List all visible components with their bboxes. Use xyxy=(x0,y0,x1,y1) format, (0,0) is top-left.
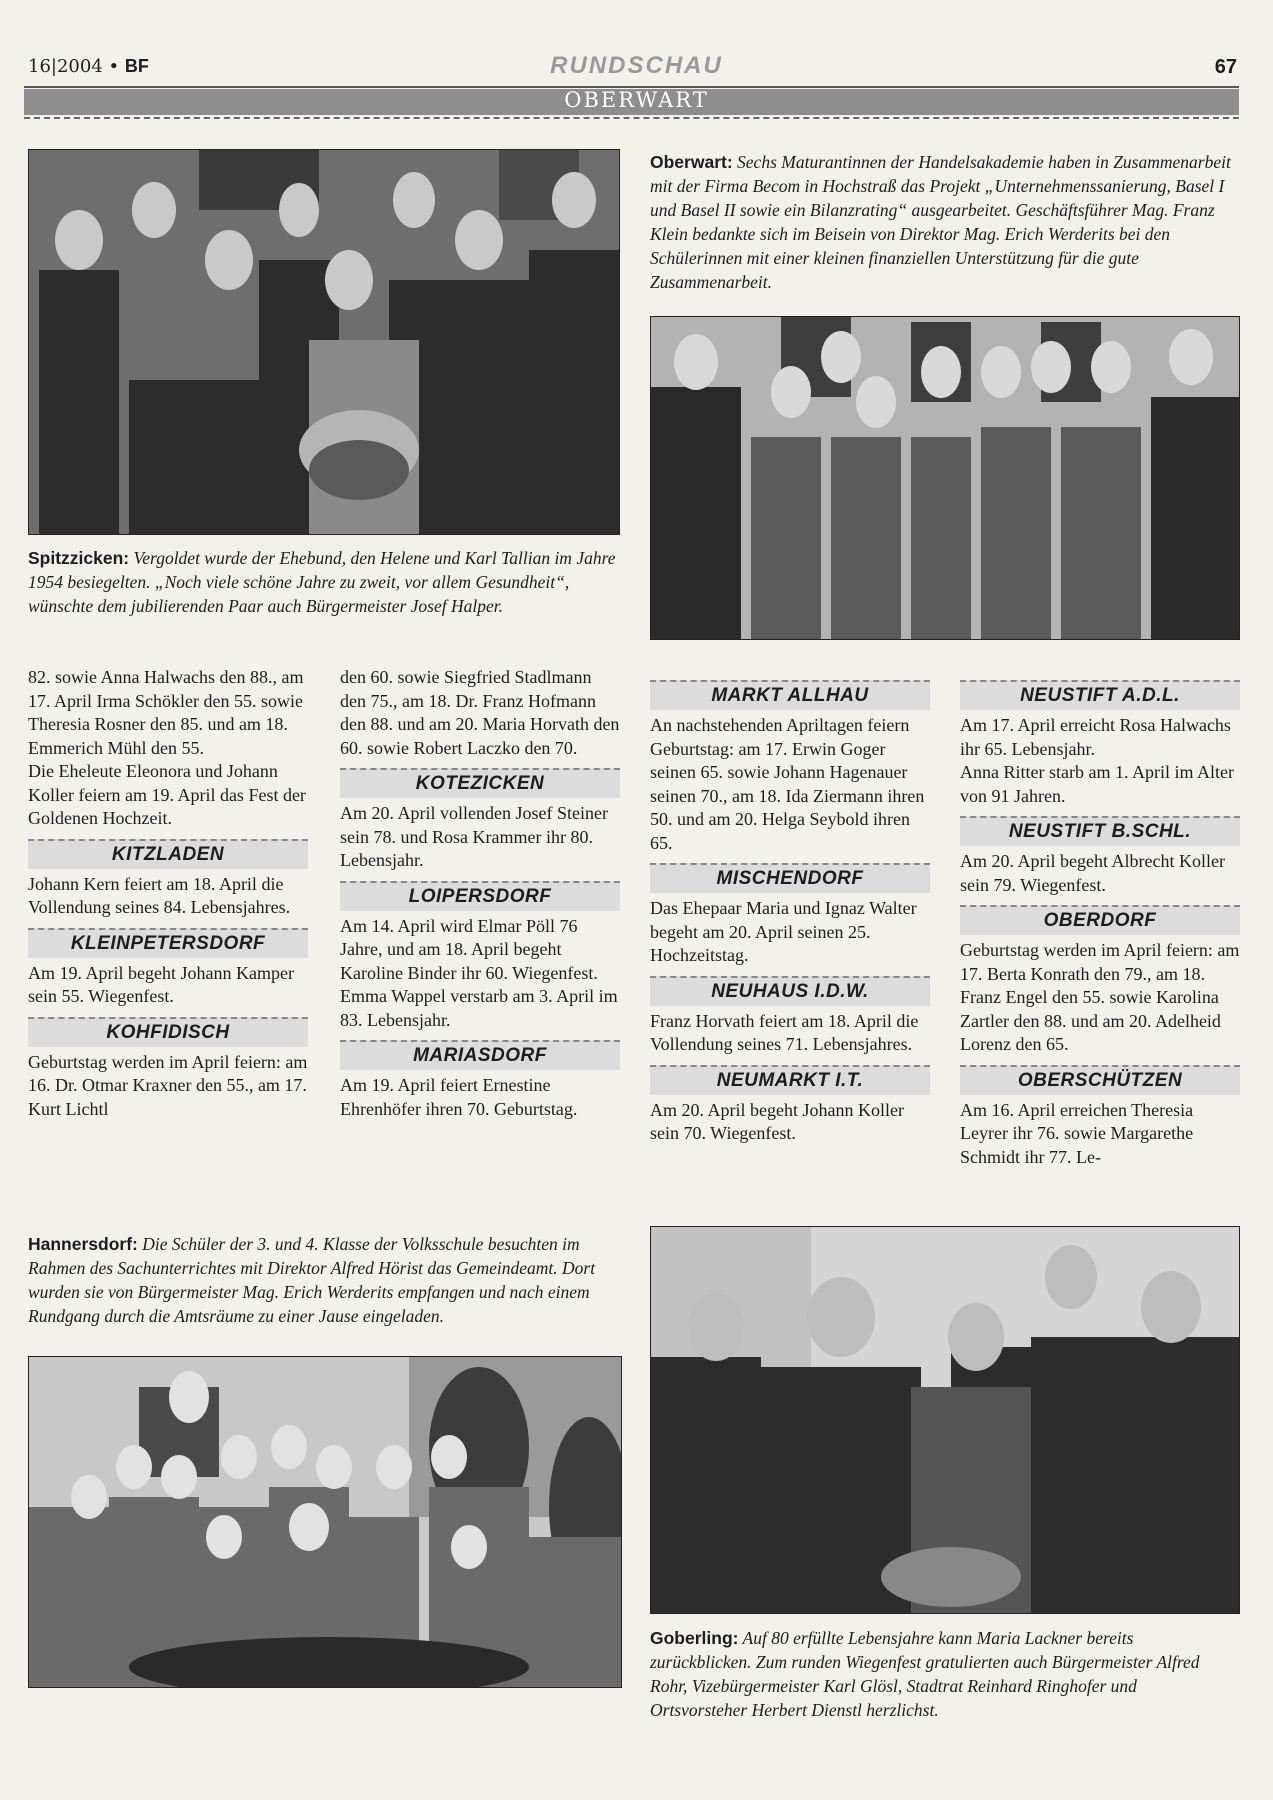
column-1 xyxy=(28,666,308,1121)
photo-spitzzicken xyxy=(28,149,620,535)
caption-text: Die Schüler der 3. und 4. Klasse der Volksschule besuchten im Rahmen des Sachunterrichtes mit Direktor Alfred Hörist das Gemeindeamt. Dort wurden sie von Bürgermeister Mag. Erich Werderits empfangen und nach einem Rundgang durch die Amtsräume zu einer Jause eingeladen. xyxy=(28,1234,596,1326)
region-title: OBERWART xyxy=(564,88,709,112)
photo-spitzzicken-illustration xyxy=(29,150,619,534)
section-heading-kitzladen: KITZLADEN xyxy=(28,839,308,869)
issue-number: 16|2004 • xyxy=(28,56,120,77)
section-heading-mariasdorf: MARIASDORF xyxy=(340,1040,620,1070)
caption-spitzzicken xyxy=(28,546,618,618)
section-heading-neuhaus: NEUHAUS I.D.W. xyxy=(650,976,930,1006)
photo-oberwart-illustration xyxy=(651,317,1239,639)
caption-text: Vergoldet wurde der Ehebund, den Helene und Karl Tallian im Jahre 1954 besiegelten. „Noch viele schöne Jahre zu zweit, vor allem Gesundheit“, wünschte dem jubilierenden Paar auch Bürgermeister Josef Halper. xyxy=(28,548,616,616)
publication-mark: BF xyxy=(124,56,149,76)
paragraph: Franz Horvath feiert am 18. April die Vollendung seines 71. Lebensjahres. xyxy=(650,1010,919,1054)
caption-place: Hannersdorf: xyxy=(28,1234,138,1254)
paragraph: An nachstehenden Apriltagen feiern Geburtstag: am 17. Erwin Goger seinen 65. sowie Johann Hagenauer seinen 70., am 18. Ida Ziermann ihren 50. und am 20. Helga Seybold ihren 65. xyxy=(650,715,925,853)
paragraph: Am 17. April erreicht Rosa Halwachs ihr 65. Lebensjahr. xyxy=(960,715,1231,759)
section-heading-neumarkt: NEUMARKT I.T. xyxy=(650,1065,930,1095)
paragraph: Anna Ritter starb am 1. April im Alter von 91 Jahren. xyxy=(960,762,1234,806)
photo-goberling xyxy=(650,1226,1240,1614)
caption-text: Auf 80 erfüllte Lebensjahre kann Maria Lackner bereits zurückblicken. Zum runden Wiegenfest gratulierten auch Bürgermeister Alfred Rohr, Vizebürgermeister Karl Glösl, Stadtrat Reinhard Ringhofer und Ortsvorsteher Herbert Dienstl herzlichst. xyxy=(650,1628,1200,1720)
photo-hannersdorf xyxy=(28,1356,622,1688)
column-2 xyxy=(340,666,620,1121)
section-heading-oberschuetzen: OBERSCHÜTZEN xyxy=(960,1065,1240,1095)
paragraph: Am 20. April begeht Albrecht Koller sein 79. Wiegenfest. xyxy=(960,851,1225,895)
photo-hannersdorf-illustration xyxy=(29,1357,621,1687)
paragraph: Geburtstag werden im April feiern: am 17. Berta Konrath den 79., am 18. Franz Engel den 55. sowie Karolina Zartler den 88. und am 20. Adelheid Lorenz den 65. xyxy=(960,940,1240,1054)
paragraph: Am 20. April begeht Johann Koller sein 70. Wiegenfest. xyxy=(650,1099,904,1143)
section-heading-kohfidisch: KOHFIDISCH xyxy=(28,1017,308,1047)
section-heading-mischendorf: MISCHENDORF xyxy=(650,863,930,893)
paragraph: Die Eheleute Eleonora und Johann Koller feiern am 19. April das Fest der Goldenen Hochzeit. xyxy=(28,761,306,828)
paragraph: Am 19. April begeht Johann Kamper sein 55. Wiegenfest. xyxy=(28,962,294,1006)
photo-oberwart xyxy=(650,316,1240,640)
column-4 xyxy=(960,680,1240,1169)
paragraph: Am 14. April wird Elmar Pöll 76 Jahre, und am 18. April begeht Karoline Binder ihr 60. Wiegenfest. xyxy=(340,915,598,983)
photo-goberling-illustration xyxy=(651,1227,1239,1613)
page-number: 67 xyxy=(1214,56,1237,78)
paragraph: Am 20. April vollenden Josef Steiner sein 78. und Rosa Krammer ihr 80. Lebensjahr. xyxy=(340,803,608,870)
section-heading-markt-allhau: MARKT ALLHAU xyxy=(650,680,930,710)
paragraph: 82. sowie Anna Halwachs den 88., am 17. April Irma Schökler den 55. sowie Theresia Rosner den 85. und am 18. Emmerich Mühl den 55. xyxy=(28,667,304,758)
paragraph: Am 16. April erreichen Theresia Leyrer ihr 76. sowie Margarethe Schmidt ihr 77. Le- xyxy=(960,1099,1194,1167)
section-heading-oberdorf: OBERDORF xyxy=(960,905,1240,935)
caption-place: Oberwart: xyxy=(650,152,733,172)
caption-hannersdorf xyxy=(28,1232,620,1328)
section-heading-neustift-adl: NEUSTIFT A.D.L. xyxy=(960,680,1240,710)
caption-place: Goberling: xyxy=(650,1628,739,1648)
paragraph: Am 19. April feiert Ernestine Ehrenhöfer ihren 70. Geburtstag. xyxy=(340,1075,578,1119)
header-dashed-rule xyxy=(24,117,1239,119)
paragraph: den 60. sowie Siegfried Stadlmann den 75., am 18. Dr. Franz Hofmann den 88. und am 20. Maria Horvath den 60. sowie Robert Laczko den 70. xyxy=(340,667,620,758)
section-heading-neustift-bschl: NEUSTIFT B.SCHL. xyxy=(960,816,1240,846)
paragraph: Geburtstag werden im April feiern: am 16. Dr. Otmar Kraxner den 55., am 17. Kurt Lichtl xyxy=(28,1051,308,1119)
caption-goberling xyxy=(650,1626,1238,1722)
caption-place: Spitzzicken: xyxy=(28,548,130,568)
caption-text: Sechs Maturantinnen der Handelsakademie haben in Zusammenarbeit mit der Firma Becom in Hochstraß das Projekt „Unternehmenssanierung, Basel I und Basel II sowie ein Bilanzrating“ ausgearbeitet. Geschäftsführer Mag. Franz Klein bedankte sich im Beisein von Direktor Mag. Erich Werderits bei den Schülerinnen mit einer kleinen finanziellen Unterstützung für die gute Zusammenarbeit. xyxy=(650,152,1231,292)
section-heading-loipersdorf: LOIPERSDORF xyxy=(340,881,620,911)
column-3 xyxy=(650,680,930,1146)
caption-oberwart xyxy=(650,150,1240,294)
section-heading-kleinpetersdorf: KLEINPETERSDORF xyxy=(28,928,308,958)
section-title: RUNDSCHAU xyxy=(550,52,723,79)
paragraph: Johann Kern feiert am 18. April die Vollendung seines 84. Lebensjahres. xyxy=(28,873,291,917)
paragraph: Emma Wappel verstarb am 3. April im 83. Lebensjahr. xyxy=(340,986,618,1030)
paragraph: Das Ehepaar Maria und Ignaz Walter begeht am 20. April seinen 25. Hochzeitstag. xyxy=(650,898,917,965)
section-heading-kotezicken: KOTEZICKEN xyxy=(340,768,620,798)
